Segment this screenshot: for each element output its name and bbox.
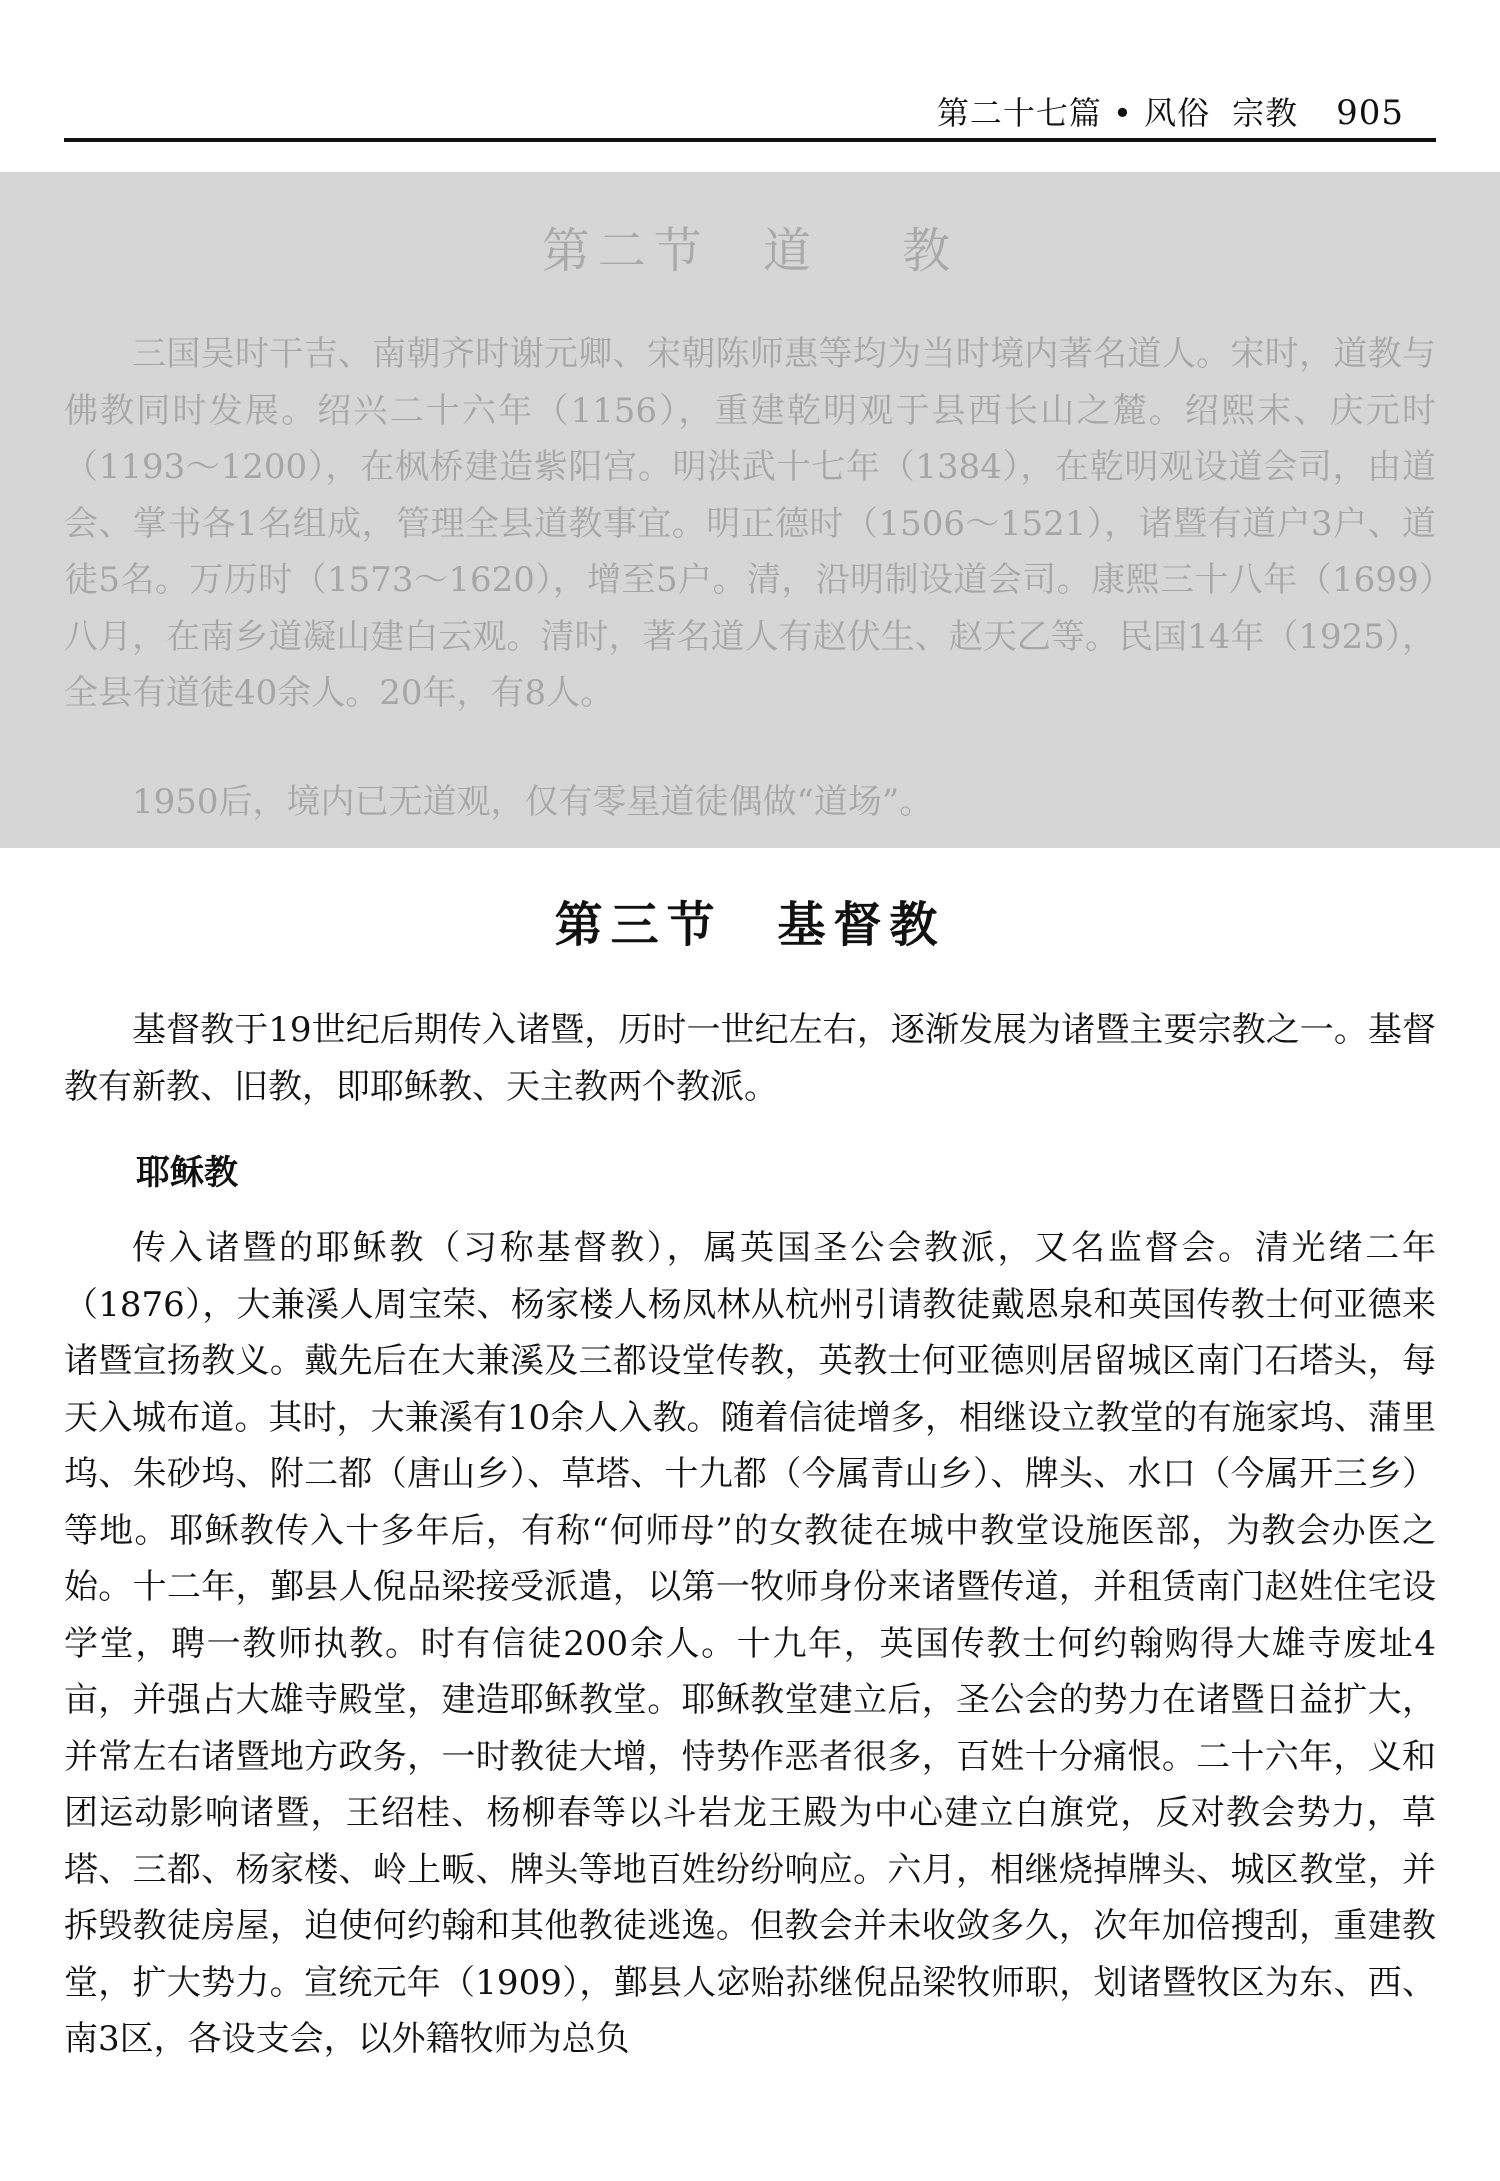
christianity-title-number: 第三节 (554, 897, 723, 953)
taoism-paragraph-1: 三国吴时干吉、南朝齐时谢元卿、宋朝陈师惠等均为当时境内著名道人。宋时，道教与佛教同时发展。绍兴二十六年（1156），重建乾明观于县西长山之麓。绍熙末、庆元时（1193～1200），在枫桥建造紫阳宫。明洪武十七年（1384），在乾明观设道会司，由道会、掌书各1名组成，管理全县道教事宜。明正德时（1506～1521），诸暨有道户3户、道徒5名。万历时（1573～1620），增至5户。清，沿明制设道会司。康熙三十八年（1699）八月，在南乡道凝山建白云观。清时，著名道人有赵伏生、赵天乙等。民国14年（1925），全县有道徒40余人。20年，有8人。 (64, 334, 1436, 713)
protestantism-paragraph: 传入诸暨的耶稣教（习称基督教），属英国圣公会教派，又名监督会。清光绪二年（1876），大兼溪人周宝荣、杨家楼人杨凤林从杭州引请教徒戴恩泉和英国传教士何亚德来诸暨宣扬教义。戴先后在大兼溪及三都设堂传教，英教士何亚德则居留城区南门石塔头，每天入城布道。其时，大兼溪有10余人入教。随着信徒增多，相继设立教堂的有施家坞、蒲里坞、朱砂坞、附二都（唐山乡）、草塔、十九都（今属青山乡）、牌头、水口（今属开三乡）等地。耶稣教传入十多年后，有称“何师母”的女教徒在城中教堂设施医部，为教会办医之始。十二年，鄞县人倪品梁接受派遣，以第一牧师身份来诸暨传道，并租赁南门赵姓住宅设学堂，聘一教师执教。时有信徒200余人。十九年，英国传教士何约翰购得大雄寺废址4亩，并强占大雄寺殿堂，建造耶稣教堂。耶稣教堂建立后，圣公会的势力在诸暨日益扩大，并常左右诸暨地方政务，一时教徒大增，恃势作恶者很多，百姓十分痛恨。二十六年，义和团运动影响诸暨，王绍桂、杨柳春等以斗岩龙王殿为中心建立白旗党，反对教会势力，草塔、三都、杨家楼、岭上畈、牌头等地百姓纷纷响应。六月，相继烧掉牌头、城区教堂，并拆毁教徒房屋，迫使何约翰和其他教徒逃逸。但教会并未收敛多久，次年加倍搜刮，重建教堂，扩大势力。宣统元年（1909），鄞县人宓贻荪继倪品梁牧师职，划诸暨牧区为东、西、南3区，各设支会，以外籍牧师为总负 (64, 1228, 1436, 2059)
taoism-title-dao: 道 (762, 223, 819, 279)
taoism-title-number: 第二节 (541, 223, 710, 279)
subheading-protestantism: 耶稣教 (136, 1153, 238, 1193)
page-number: 905 (1336, 93, 1404, 133)
header-topic: 宗教 (1232, 94, 1299, 132)
running-header (937, 88, 1404, 134)
section-title-taoism (0, 212, 1500, 281)
christianity-title-name: 基督教 (777, 897, 946, 953)
header-section: 第二十七篇 • 风俗 (936, 94, 1211, 132)
christianity-intro: 基督教于19世纪后期传入诸暨，历时一世纪左右，逐渐发展为诸暨主要宗教之一。基督教有新教、旧教，即耶稣教、天主教两个教派。 (64, 1010, 1436, 1107)
taoism-paragraph-2: 1950后，境内已无道观，仅有零星道徒偶做“道场”。 (132, 782, 934, 822)
header-rule (64, 138, 1436, 142)
section-title-christianity (0, 886, 1500, 955)
taoism-title-jiao: 教 (902, 223, 959, 279)
